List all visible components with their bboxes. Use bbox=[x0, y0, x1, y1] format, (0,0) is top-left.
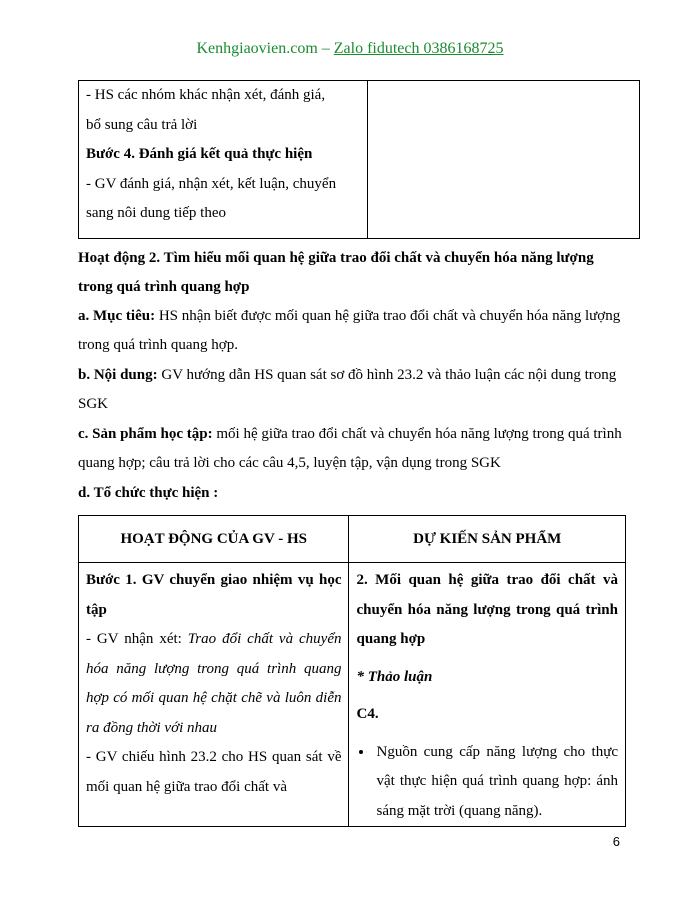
header-du-kien: DỰ KIẾN SẢN PHẨM bbox=[349, 516, 626, 563]
product-text: mối hệ giữa trao đổi chất và chuyển hóa năng lượng trong quá trình quang hợp; câu trả lời cho các câu 4,5, luyện tập, vận dụng trong SGK bbox=[78, 426, 622, 471]
table-continued bbox=[78, 80, 640, 239]
content-text: GV hướng dẫn HS quan sát sơ đồ hình 23.2 và thảo luận các nội dung trong SGK bbox=[78, 367, 617, 412]
activity-table bbox=[78, 515, 626, 827]
list-item: • Nguồn cung cấp năng lượng cho thực vật thực hiện quá trình quang hợp: ánh sáng mặt trời (quang năng). bbox=[374, 738, 618, 827]
table1-line: - GV đánh giá, nhận xét, kết luận, chuyển bbox=[86, 175, 337, 192]
gv-comment: - GV nhận xét: Trao đổi chất và chuyển hóa năng lượng trong quá trình quang hợp có mối quan hệ chặt chẽ và luôn diễn ra đồng thời với nhau bbox=[86, 631, 342, 736]
c4-label: C4. bbox=[356, 706, 379, 722]
gv-show-figure: - GV chiếu hình 23.2 cho HS quan sát về mối quan hệ giữa trao đổi chất và bbox=[86, 749, 342, 795]
product-label: c. Sản phẩm học tập: bbox=[78, 426, 213, 442]
discussion-label: * Thảo luận bbox=[356, 668, 433, 685]
page-header bbox=[0, 40, 700, 58]
answer-list bbox=[356, 738, 618, 827]
organization-label: d. Tổ chức thực hiện : bbox=[78, 485, 219, 501]
goal-text: HS nhận biết được mối quan hệ giữa trao đổi chất và chuyển hóa năng lượng trong quá trình quang hợp. bbox=[78, 308, 621, 353]
table1-right-cell bbox=[367, 81, 639, 239]
step1-heading: Bước 1. GV chuyển giao nhiệm vụ học tập bbox=[86, 572, 342, 618]
header-contact-link[interactable]: Zalo fidutech 0386168725 bbox=[333, 40, 504, 57]
table-header-row bbox=[79, 516, 626, 563]
step4-heading: Bước 4. Đánh giá kết quả thực hiện bbox=[86, 146, 313, 162]
content-paragraph bbox=[78, 361, 626, 419]
table1-line: bổ sung câu trả lời bbox=[86, 116, 198, 133]
header-separator: – bbox=[317, 40, 334, 57]
goal-paragraph bbox=[78, 302, 626, 360]
product-paragraph bbox=[78, 420, 626, 478]
table1-line: - HS các nhóm khác nhận xét, đánh giá, bbox=[86, 87, 326, 103]
table1-left-cell bbox=[79, 81, 368, 239]
right-content-cell bbox=[349, 563, 626, 827]
header-gv-hs: HOẠT ĐỘNG CỦA GV - HS bbox=[79, 516, 349, 563]
page-number: 6 bbox=[612, 834, 620, 849]
section-title: 2. Mối quan hệ giữa trao đổi chất và chuyển hóa năng lượng trong quá trình quang hợp bbox=[356, 572, 618, 647]
table-row bbox=[79, 563, 626, 827]
activity-title: Hoạt động 2. Tìm hiểu mối quan hệ giữa trao đổi chất và chuyển hóa năng lượng trong quá trình quang hợp bbox=[78, 250, 594, 295]
content-label: b. Nội dung: bbox=[78, 367, 158, 383]
left-content-cell bbox=[79, 563, 349, 827]
goal-label: a. Mục tiêu: bbox=[78, 308, 156, 324]
header-site-link[interactable]: Kenhgiaovien.com bbox=[196, 40, 318, 57]
table1-line: sang nôi dung tiếp theo bbox=[86, 205, 226, 221]
